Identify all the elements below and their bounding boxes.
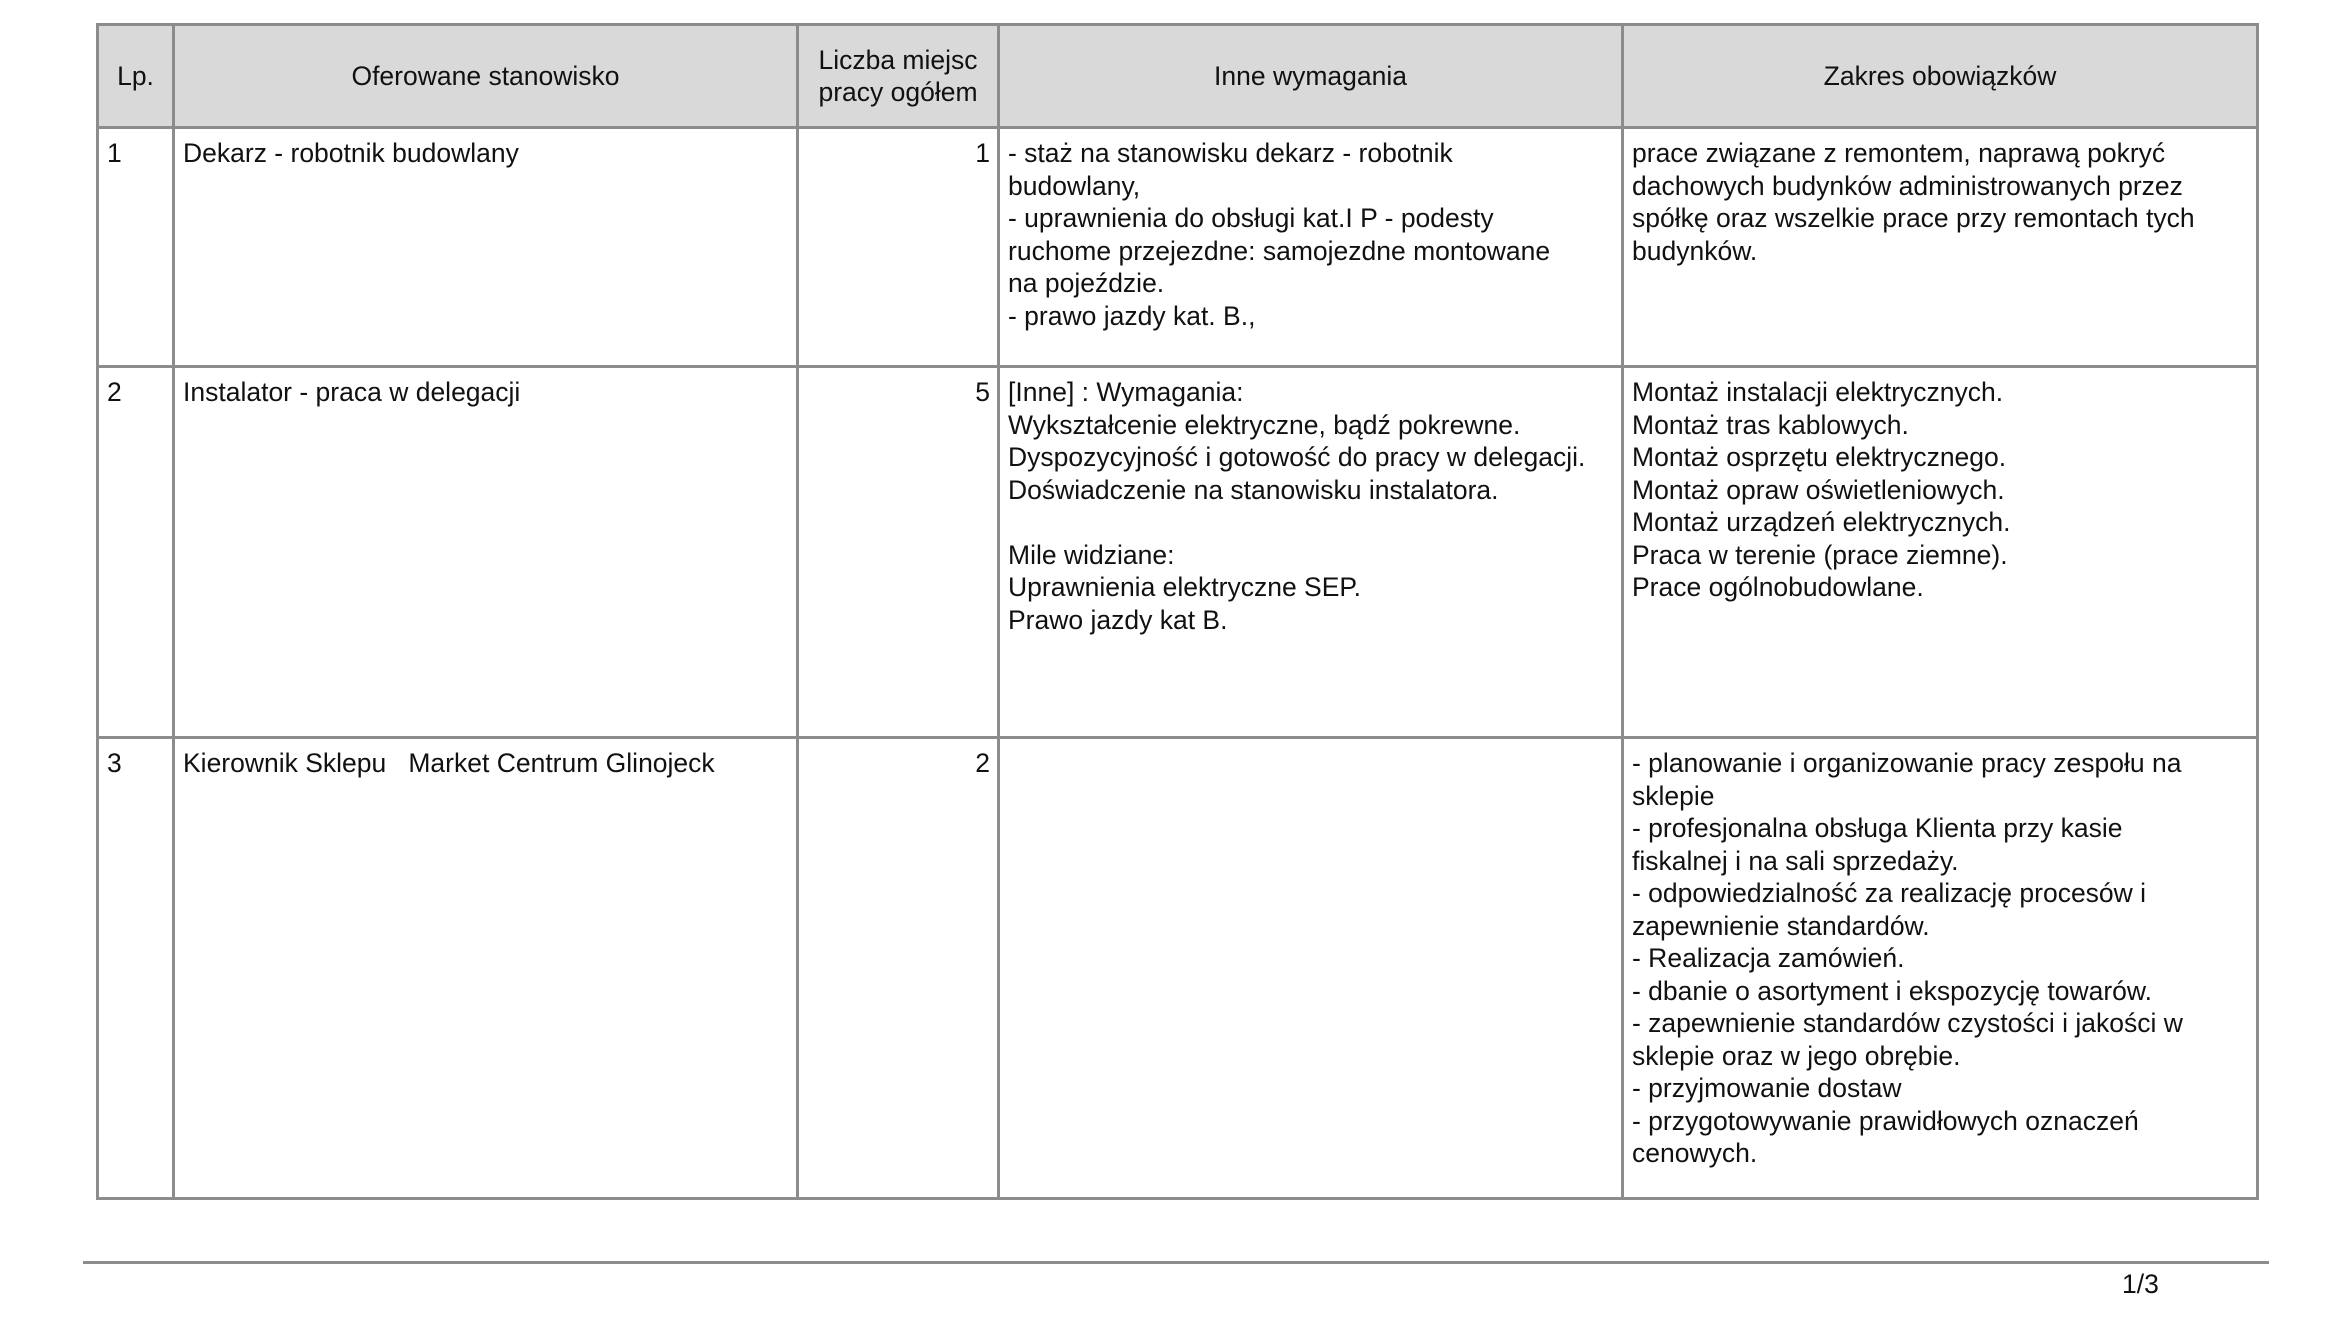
cell-position: Kierownik Sklepu Market Centrum Glinojeck xyxy=(174,738,798,1199)
header-lp: Lp. xyxy=(98,25,174,128)
cell-count: 5 xyxy=(798,367,999,738)
cell-lp: 1 xyxy=(98,128,174,367)
cell-lp: 3 xyxy=(98,738,174,1199)
header-duties: Zakres obowiązków xyxy=(1623,25,2258,128)
cell-requirements: - staż na stanowisku dekarz - robotnik budowlany, - uprawnienia do obsługi kat.I P - podesty ruchome przejezdne: samojezdne montowane na pojeździe. - prawo jazdy kat. B., xyxy=(999,128,1623,367)
footer-divider xyxy=(83,1261,2269,1264)
cell-requirements: [Inne] : Wymagania: Wykształcenie elektryczne, bądź pokrewne. Dyspozycyjność i gotowość do pracy w delegacji. Doświadczenie na stanowisku instalatora. Mile widziane: Uprawnienia elektryczne SEP. Prawo jazdy kat B. xyxy=(999,367,1623,738)
cell-requirements xyxy=(999,738,1623,1199)
header-position: Oferowane stanowisko xyxy=(174,25,798,128)
table-row xyxy=(98,367,2258,738)
table-row xyxy=(98,128,2258,367)
cell-lp: 2 xyxy=(98,367,174,738)
header-requirements: Inne wymagania xyxy=(999,25,1623,128)
cell-count: 1 xyxy=(798,128,999,367)
page-number: 1/3 xyxy=(2122,1269,2159,1299)
job-offers-table xyxy=(96,23,2259,1200)
cell-count: 2 xyxy=(798,738,999,1199)
header-count: Liczba miejsc pracy ogółem xyxy=(798,25,999,128)
table-header-row xyxy=(98,25,2258,128)
cell-duties: - planowanie i organizowanie pracy zespołu na sklepie - profesjonalna obsługa Klienta przy kasie fiskalnej i na sali sprzedaży. - odpowiedzialność za realizację procesów i zapewnienie standardów. - Realizacja zamówień. - dbanie o asortyment i ekspozycję towarów. - zapewnienie standardów czystości i jakości w sklepie oraz w jego obrębie. - przyjmowanie dostaw - przygotowywanie prawidłowych oznaczeń cenowych. xyxy=(1623,738,2258,1199)
table-row xyxy=(98,738,2258,1199)
cell-duties: prace związane z remontem, naprawą pokryć dachowych budynków administrowanych przez spółkę oraz wszelkie prace przy remontach tych budynków. xyxy=(1623,128,2258,367)
cell-position: Dekarz - robotnik budowlany xyxy=(174,128,798,367)
cell-position: Instalator - praca w delegacji xyxy=(174,367,798,738)
cell-duties: Montaż instalacji elektrycznych. Montaż tras kablowych. Montaż osprzętu elektrycznego. Montaż opraw oświetleniowych. Montaż urządzeń elektrycznych. Praca w terenie (prace ziemne). Prace ogólnobudowlane. xyxy=(1623,367,2258,738)
